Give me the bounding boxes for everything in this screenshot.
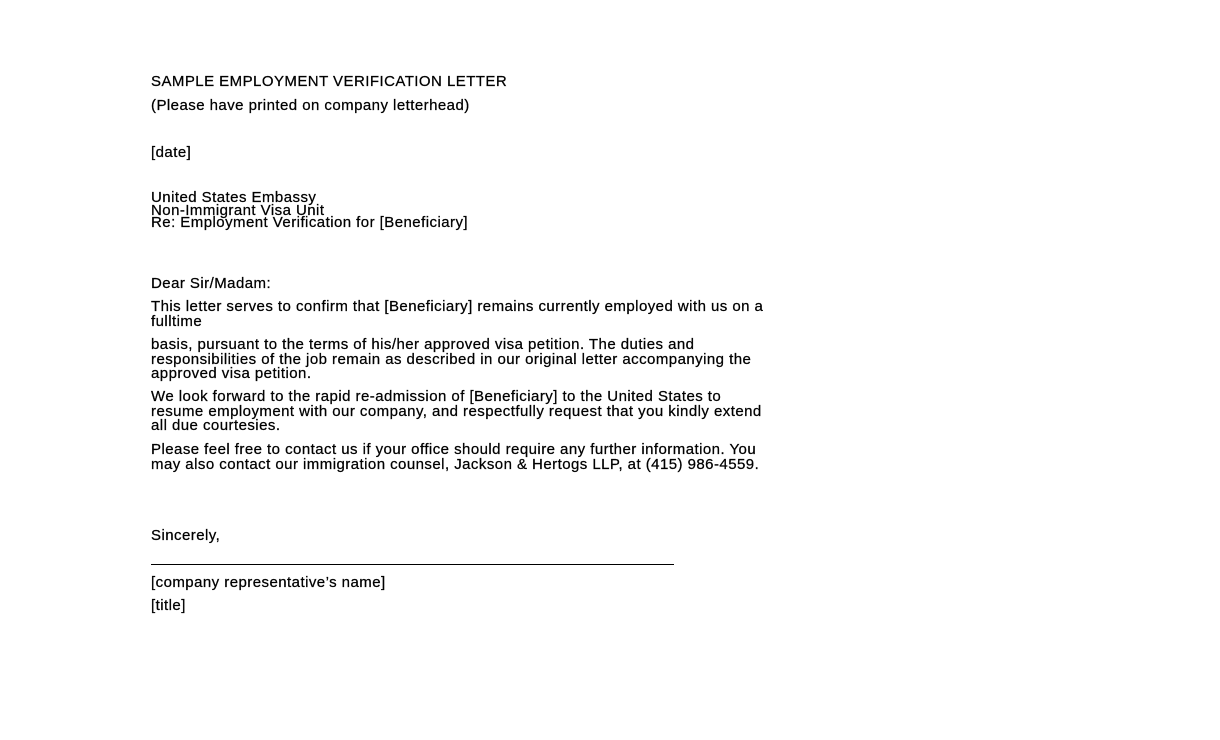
recipient-line: Non-Immigrant Visa Unit — [151, 201, 325, 219]
paragraph — [151, 390, 1071, 434]
paragraph-line: Please feel free to contact us if your office should require any further information. You — [151, 441, 757, 458]
signer-name-placeholder: [company representative’s name] — [151, 574, 386, 591]
paragraph-line: fulltime — [151, 312, 203, 330]
signature-line — [151, 564, 674, 565]
closing: Sincerely, — [151, 527, 221, 544]
paragraph-line: We look forward to the rapid re-admission of [Beneficiary] to the United States to — [151, 388, 722, 405]
paragraph — [151, 300, 1071, 329]
letter-subtitle: (Please have printed on company letterhead) — [151, 97, 470, 114]
paragraph — [151, 338, 1071, 382]
recipient-address — [151, 189, 1071, 231]
paragraph-line: resume employment with our company, and respectfully request that you kindly extend — [151, 402, 762, 420]
paragraph-line: may also contact our immigration counsel, Jackson & Hertogs LLP, at (415) 986-4559. — [151, 455, 760, 473]
paragraph-line: basis, pursuant to the terms of his/her approved visa petition. The duties and — [151, 336, 695, 353]
letter-title: SAMPLE EMPLOYMENT VERIFICATION LETTER — [151, 73, 508, 90]
paragraph-line: all due courtesies. — [151, 417, 281, 434]
recipient-line: United States Embassy — [151, 189, 317, 206]
signer-title-placeholder: [title] — [151, 597, 186, 614]
date-placeholder: [date] — [151, 144, 192, 161]
paragraph-line: approved visa petition. — [151, 365, 312, 382]
paragraph — [151, 443, 1071, 472]
paragraph-line: This letter serves to confirm that [Beneficiary] remains currently employed with us on a — [151, 298, 764, 315]
salutation: Dear Sir/Madam: — [151, 275, 272, 292]
paragraph-line: responsibilities of the job remain as described in our original letter accompanying the — [151, 350, 752, 368]
recipient-line: Re: Employment Verification for [Beneficiary] — [151, 214, 469, 231]
